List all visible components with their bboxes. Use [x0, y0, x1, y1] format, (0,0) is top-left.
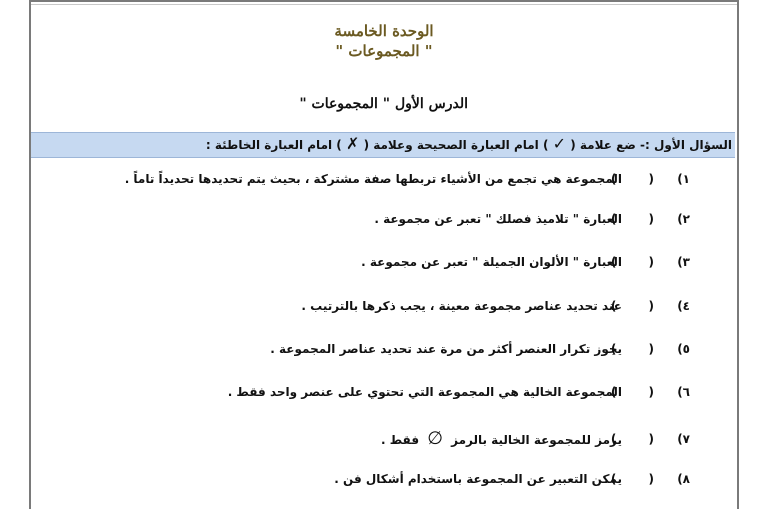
answer-box[interactable]: ( ) — [610, 255, 668, 269]
item-number: ٢) — [677, 212, 690, 226]
answer-box[interactable]: ( ) — [610, 299, 668, 313]
question-text-part2: ) امام العبارة الصحيحة وعلامة ( — [363, 138, 549, 152]
answer-box[interactable]: ( ) — [610, 172, 668, 186]
item-statement: المجموعة الخالية هي المجموعة التي تحتوي على عنصر واحد فقط . — [227, 385, 622, 399]
check-mark-icon: ✓ — [552, 134, 567, 153]
item-statement: العبارة " الألوان الجميلة " تعبر عن مجموعة . — [361, 255, 622, 269]
item-statement: المجموعة هي تجمع من الأشياء تربطها صفة مشتركة ، بحيث يتم تحديدها تحديداً تاماً . — [124, 172, 622, 186]
answer-box[interactable]: ( ) — [610, 431, 668, 446]
lesson-title: الدرس الأول " المجموعات " — [299, 96, 468, 112]
answer-box[interactable]: ( ) — [610, 472, 668, 486]
item-number: ٣) — [677, 255, 690, 269]
list-item — [228, 385, 690, 399]
item-number: ١) — [677, 172, 690, 186]
item-statement: العبارة " تلاميذ فصلك " تعبر عن مجموعة . — [374, 212, 622, 226]
item-statement-after: فقط . — [380, 433, 420, 447]
item-statement: يمكن التعبير عن المجموعة باستخدام أشكال فن . — [334, 472, 622, 486]
answer-box[interactable]: ( ) — [610, 385, 668, 399]
item-number: ٨) — [677, 472, 690, 486]
item-number: ٦) — [677, 385, 690, 399]
answer-box[interactable]: ( ) — [610, 342, 668, 356]
item-statement-before: يرمز للمجموعة الخالية بالرمز — [451, 433, 622, 447]
item-number: ٧) — [677, 431, 690, 446]
question-text-part3: ) امام العبارة الخاطئة : — [205, 138, 342, 152]
item-statement: عند تحديد عناصر مجموعة معينة ، يجب ذكرها بالترتيب . — [301, 299, 622, 313]
list-item — [334, 472, 690, 486]
list-item — [374, 212, 690, 226]
list-item — [125, 172, 690, 186]
list-item — [361, 255, 690, 269]
unit-subtitle: " المجموعات " — [335, 42, 433, 60]
empty-set-icon: ∅ — [427, 428, 443, 449]
list-item — [381, 428, 690, 449]
question-text-part1: السؤال الأول :- ضع علامة ( — [570, 138, 732, 152]
top-divider — [31, 4, 737, 5]
item-number: ٤) — [677, 299, 690, 313]
item-number: ٥) — [677, 342, 690, 356]
item-statement — [381, 428, 634, 449]
item-statement: يجوز تكرار العنصر أكثر من مرة عند تحديد عناصر المجموعة . — [270, 342, 622, 356]
question-instruction — [206, 134, 732, 153]
list-item — [301, 299, 690, 313]
list-item — [270, 342, 690, 356]
answer-box[interactable]: ( ) — [610, 212, 668, 226]
x-mark-icon: ✗ — [345, 134, 360, 153]
unit-title: الوحدة الخامسة — [334, 22, 434, 40]
